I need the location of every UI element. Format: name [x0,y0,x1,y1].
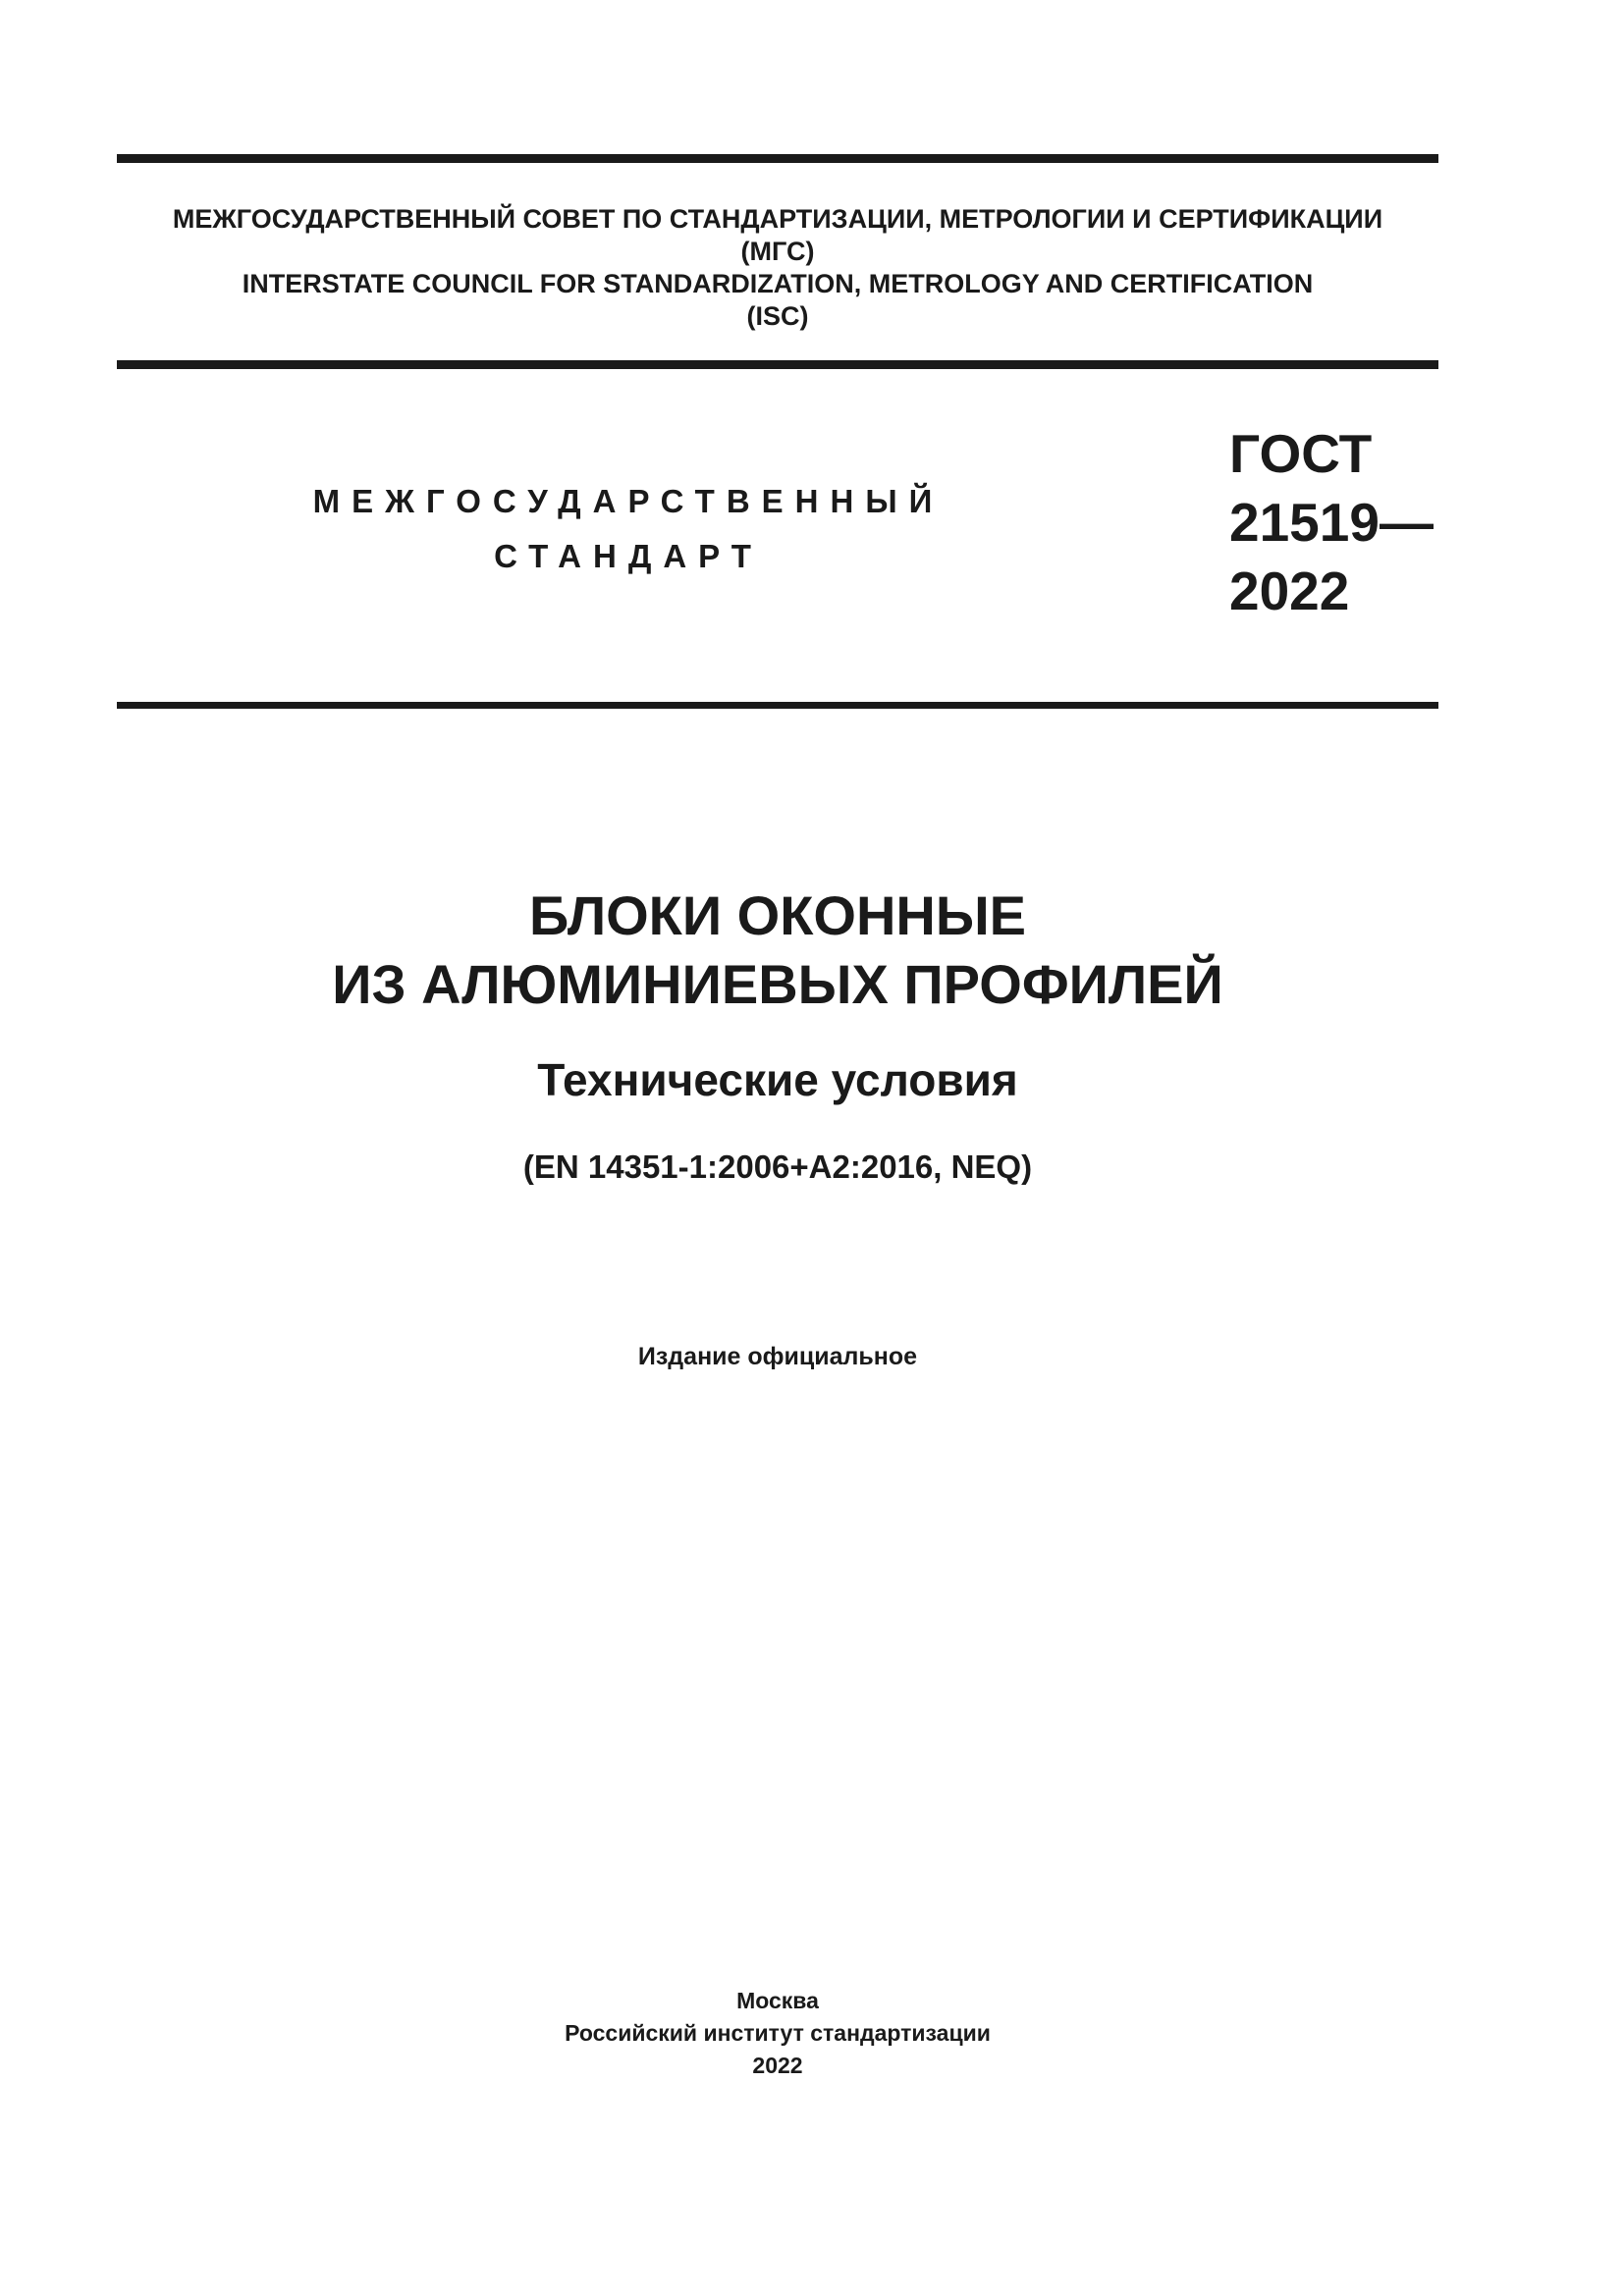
standard-number-prefix: ГОСТ [1229,423,1373,484]
imprint-year: 2022 [752,2053,803,2078]
standard-type [295,474,962,584]
header-divider [117,360,1438,369]
standard-number-year: 2022 [1229,561,1350,621]
council-name-ru: МЕЖГОСУДАРСТВЕННЫЙ СОВЕТ ПО СТАНДАРТИЗАЦИИ, МЕТРОЛОГИИ И СЕРТИФИКАЦИИ [172,204,1383,234]
standard-number [1229,419,1434,625]
council-header [117,203,1438,333]
edition-label: Издание официальное [637,1343,918,1370]
document-title [117,881,1438,1019]
document-title-line-1: БЛОКИ ОКОННЫЕ [528,884,1027,946]
standard-type-line-1: МЕЖГОСУДАРСТВЕННЫЙ [312,483,945,519]
top-divider [117,154,1438,163]
standard-type-line-2: СТАНДАРТ [494,538,763,574]
imprint-publisher: Российский институт стандартизации [565,2020,991,2046]
standard-number-value: 21519— [1229,492,1434,553]
document-subtitle: Технические условия [537,1054,1018,1105]
council-name-en: INTERSTATE COUNCIL FOR STANDARDIZATION, METROLOGY AND CERTIFICATION [242,269,1314,298]
document-title-line-2: ИЗ АЛЮМИНИЕВЫХ ПРОФИЛЕЙ [332,953,1223,1015]
document-reference: (EN 14351-1:2006+A2:2016, NEQ) [522,1148,1033,1185]
imprint [117,1985,1438,2082]
council-abbr-en: (ISC) [746,301,809,331]
council-abbr-ru: (МГС) [740,237,815,266]
imprint-city: Москва [736,1988,819,2013]
standard-divider [117,702,1438,709]
